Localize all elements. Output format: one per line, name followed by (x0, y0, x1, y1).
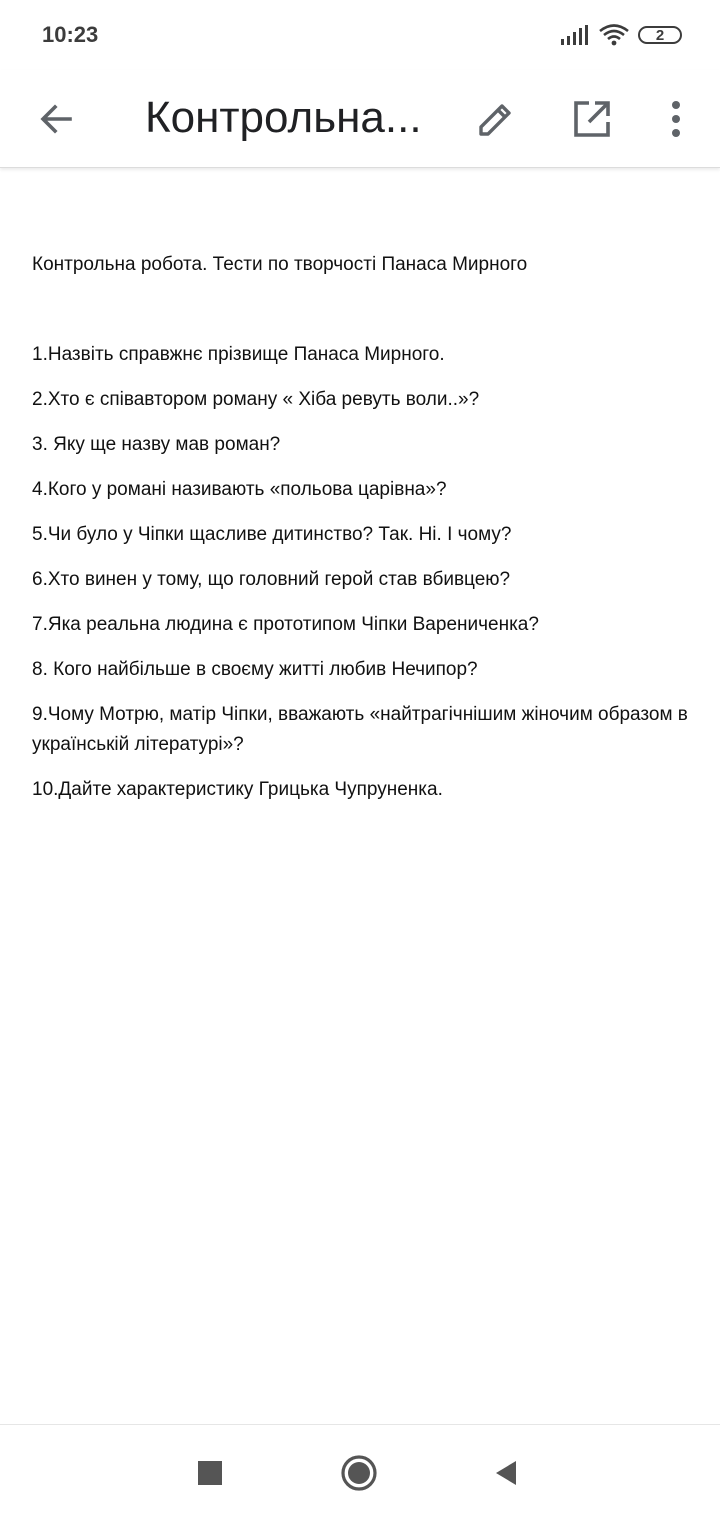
question-item: 7.Яка реальна людина є прототипом Чіпки Варениченка? (32, 614, 539, 635)
signal-icon (560, 24, 590, 46)
nav-back-button[interactable] (482, 1449, 530, 1497)
question-item: 10.Дайте характеристику Грицька Чупруненка. (32, 779, 443, 800)
document-content (32, 250, 718, 820)
open-in-app-button[interactable] (565, 92, 619, 146)
more-vertical-icon (669, 99, 683, 139)
more-options-button[interactable] (649, 92, 703, 146)
wifi-icon (598, 23, 630, 47)
back-triangle-icon (492, 1459, 520, 1487)
pencil-icon (475, 98, 517, 140)
document-title: Контрольна... (145, 93, 422, 142)
question-item: 5.Чи було у Чіпки щасливе дитинство? Так. Ні. І чому? (32, 524, 512, 545)
question-item: 8. Кого найбільше в своєму житті любив Нечипор? (32, 659, 478, 680)
battery-level: 2 (655, 26, 665, 44)
recents-square-icon (197, 1460, 223, 1486)
question-item: 6.Хто винен у тому, що головний герой став вбивцею? (32, 569, 511, 590)
question-item: 9.Чому Мотрю, матір Чіпки, вважають «найтрагічнішим жіночим образом в українській літературі»? (32, 704, 688, 755)
document-heading: Контрольна робота. Тести по творчості Панаса Мирного (32, 254, 528, 275)
question-item: 1.Назвіть справжнє прізвище Панаса Мирного. (32, 344, 445, 365)
open-external-icon (571, 98, 613, 140)
status-time: 10:23 (42, 22, 99, 47)
recents-button[interactable] (186, 1449, 234, 1497)
edit-button[interactable] (469, 92, 523, 146)
question-item: 4.Кого у романі називають «польова царівна»? (32, 479, 447, 500)
app-bar (0, 70, 720, 168)
status-icons (560, 23, 682, 47)
question-item: 2.Хто є співавтором роману « Хіба ревуть воли..»? (32, 389, 480, 410)
home-button[interactable] (335, 1449, 383, 1497)
battery-icon (638, 26, 682, 44)
status-bar (0, 0, 720, 70)
back-arrow-icon (36, 99, 76, 139)
system-navigation-bar (0, 1424, 720, 1521)
back-button[interactable] (29, 92, 83, 146)
question-item: 3. Яку ще назву мав роман? (32, 434, 281, 455)
home-circle-icon (339, 1453, 379, 1493)
